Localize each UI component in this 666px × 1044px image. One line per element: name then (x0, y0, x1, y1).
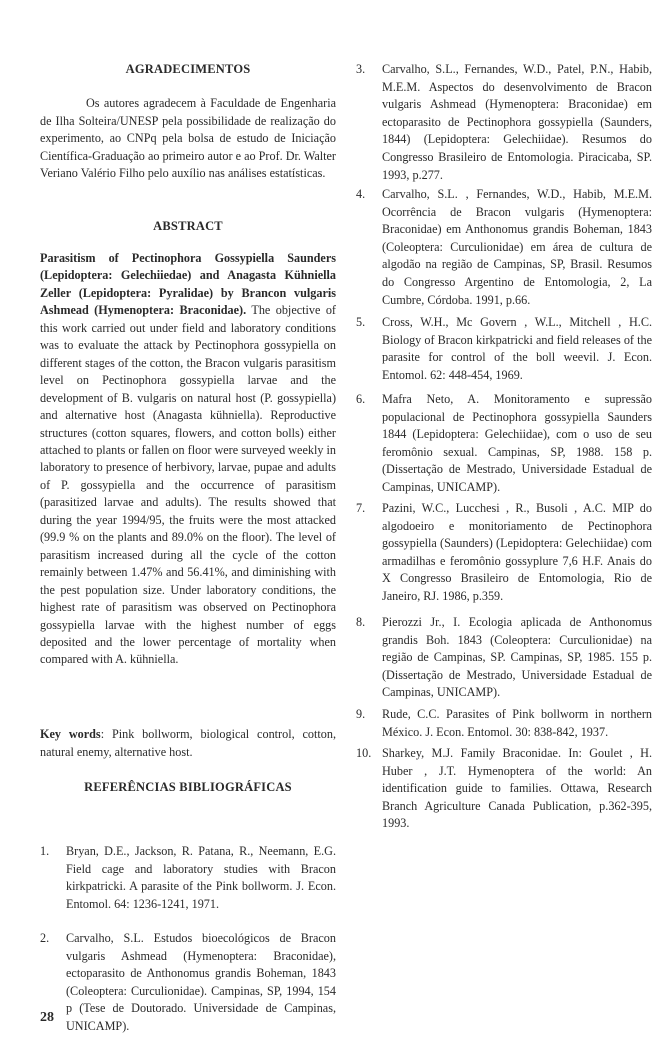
reference-item (356, 61, 652, 184)
abstract-heading: ABSTRACT (153, 219, 223, 233)
reference-item (356, 614, 652, 702)
reference-text: Carvalho, S.L., Fernandes, W.D., Patel, P.N., Habib, M.E.M. Aspectos do desenvolvimento de Bracon vulgaris Ashmead (Hymenoptera: Braconidae) em ectoparasito de Pectinophora gossypiella (Saunders, 1844) (Lepidoptera: Gelechiidae). Resumos do Congresso Brasileiro de Entomologia. Piracicaba, SP. 1993, p.277. (382, 62, 652, 182)
reference-item (356, 706, 652, 741)
abstract-body: The objective of this work carried out under field and laboratory conditions was to evaluate the attack by Pectinophora gossypiella on different stages of the cotton, the Bracon vulgaris parasitism level on Pectinophora gossypiella larvae and the development of B. vulgaris on natural host (P. gossypiella) and alternative host (Anagasta kühniella). Reproductive structures (cotton squares, flowers, and cotton bolls) either attached to plants or fallen on floor were surveyed weekly in laboratory to presence of herbivory, larvae, pupae and adults of P. gossypiella and the occurrence of parasitism (parasitized larvae and adults). The results showed that during the year 1994/95, the fruits were the most attacked (99.9 % on the plants and 89.0% on the floor). The level of parasitism increased during all the cycle of the cotton remainly between 1.47% and 56.41%, and diminishing with the pest population size. Under laboratory conditions, the highest rate of parasitism was observed on Pectinophora gossypiella larvae with the highest number of eggs deposited and the lower percentage of mortality when compared with A. kühniella. (40, 303, 336, 667)
reference-text: Cross, W.H., Mc Govern , W.L., Mitchell , H.C. Biology of Bracon kirkpatricki and field releases of the parasite for control of the boll weevil. J. Econ. Entomol. 62: 448-454, 1969. (382, 315, 652, 382)
reference-item (356, 391, 652, 497)
reference-number: 5. (356, 315, 366, 329)
reference-item (356, 186, 652, 309)
abstract-title: Parasitism of Pectinophora Gossypiella Saunders (Lepidoptera: Gelechiiedae) and Anagasta Kühniella Zeller (Lepidoptera: Pyralidae) by Brancon vulgaris Ashmead (Hymenoptera: Braconidae). (40, 251, 336, 318)
reference-text: Rude, C.C. Parasites of Pink bollworm in northern México. J. Econ. Entomol. 30: 838-842, 1937. (382, 707, 652, 739)
reference-number: 4. (356, 187, 366, 201)
page-number: 28 (40, 1010, 54, 1025)
reference-item (40, 843, 336, 913)
reference-text: Bryan, D.E., Jackson, R. Patana, R., Neemann, E.G. Field cage and laboratory studies with Bracon kirkpatricki. A parasite of the Pink bollworm. J. Econ. Entomol. 64: 1236-1241, 1971. (66, 844, 336, 911)
keywords-text: : Pink bollworm, biological control, cotton, natural enemy, alternative host. (40, 727, 337, 759)
reference-number: 8. (356, 615, 366, 629)
acknowledgements-text: Os autores agradecem à Faculdade de Engenharia de Ilha Solteira/UNESP pela possibilidade de realização do experimento, ao CNPq pela bolsa de estudo de Iniciação Científica-Graduação ao primeiro autor e ao Prof. Dr. Walter Veriano Valério Filho pelo auxílio nas análises estatísticas. (40, 96, 336, 181)
reference-text: Sharkey, M.J. Family Braconidae. In: Goulet , H. Huber , J.T. Hymenoptera of the world: An identification guide to families. Ottawa, Research Branch Agriculture Canada Publication, p.362-395, 1993. (382, 746, 652, 831)
reference-item (356, 745, 652, 833)
reference-item (356, 314, 652, 384)
reference-text: Carvalho, S.L. , Fernandes, W.D., Habib, M.E.M. Ocorrência de Bracon vulgaris (Hymenoptera: Braconidae) em Anthonomus grandis Boheman, 1843 (Coleoptera: Curculionidae) em área de cultura de algodão na região de Campinas, SP, Brasil. Resumos do Congresso Argentino de Entomologia, 2, La Cumbre, Córdoba. 1991, p.66. (382, 187, 652, 307)
reference-text: Pazini, W.C., Lucchesi , R., Busoli , A.C. MIP do algodoeiro e monitoriamento de Pectinophora gossypiella (Saunders) (Lepidoptera: Gelechiidae) com armadilhas e feromônio gossyplure 7,6 H.F. Anais do X Congresso Brasileiro de Entomologia, Rio de Janeiro, RJ. 1986, p.359. (382, 501, 652, 603)
reference-number: 6. (356, 392, 366, 406)
keywords-label: Key words (40, 727, 101, 741)
reference-number: 7. (356, 501, 366, 515)
reference-number: 2. (40, 931, 50, 945)
reference-item (40, 930, 336, 1036)
keywords (40, 726, 336, 761)
reference-text: Carvalho, S.L. Estudos bioecológicos de Bracon vulgaris Ashmead (Hymenoptera: Braconidae), ectoparasito de Anthonomus grandis Boheman, 1843 (Coleoptera: Curculionidae). Campinas, SP, 1994, 154 p (Tese de Doutorado. Universidade de Campinas, UNICAMP). (66, 931, 336, 1033)
reference-number: 9. (356, 707, 366, 721)
reference-number: 3. (356, 62, 366, 76)
abstract-paragraph (40, 250, 336, 669)
reference-item (356, 500, 652, 606)
reference-number: 1. (40, 844, 50, 858)
references-heading: REFERÊNCIAS BIBLIOGRÁFICAS (84, 780, 292, 794)
reference-number: 10. (356, 746, 372, 760)
acknowledgements-heading: AGRADECIMENTOS (125, 62, 251, 76)
reference-text: Mafra Neto, A. Monitoramento e supressão populacional de Pectinophora gossypiella Saunders 1844 (Lepidoptera: Gelechiidae), com o uso de seu feromônio sexual. Campinas, SP, 1988. 158 p. (Dissertação de Mestrado, Universidade Estadual de Campinas, UNICAMP). (382, 392, 652, 494)
reference-text: Pierozzi Jr., I. Ecologia aplicada de Anthonomus grandis Boh. 1843 (Coleoptera: Curculionidae) na região de Campinas, SP. Campinas, SP, 1985. 155 p. (Dissertação de Mestrado, Universidade Estadual de Campinas, UNICAMP). (382, 615, 652, 700)
